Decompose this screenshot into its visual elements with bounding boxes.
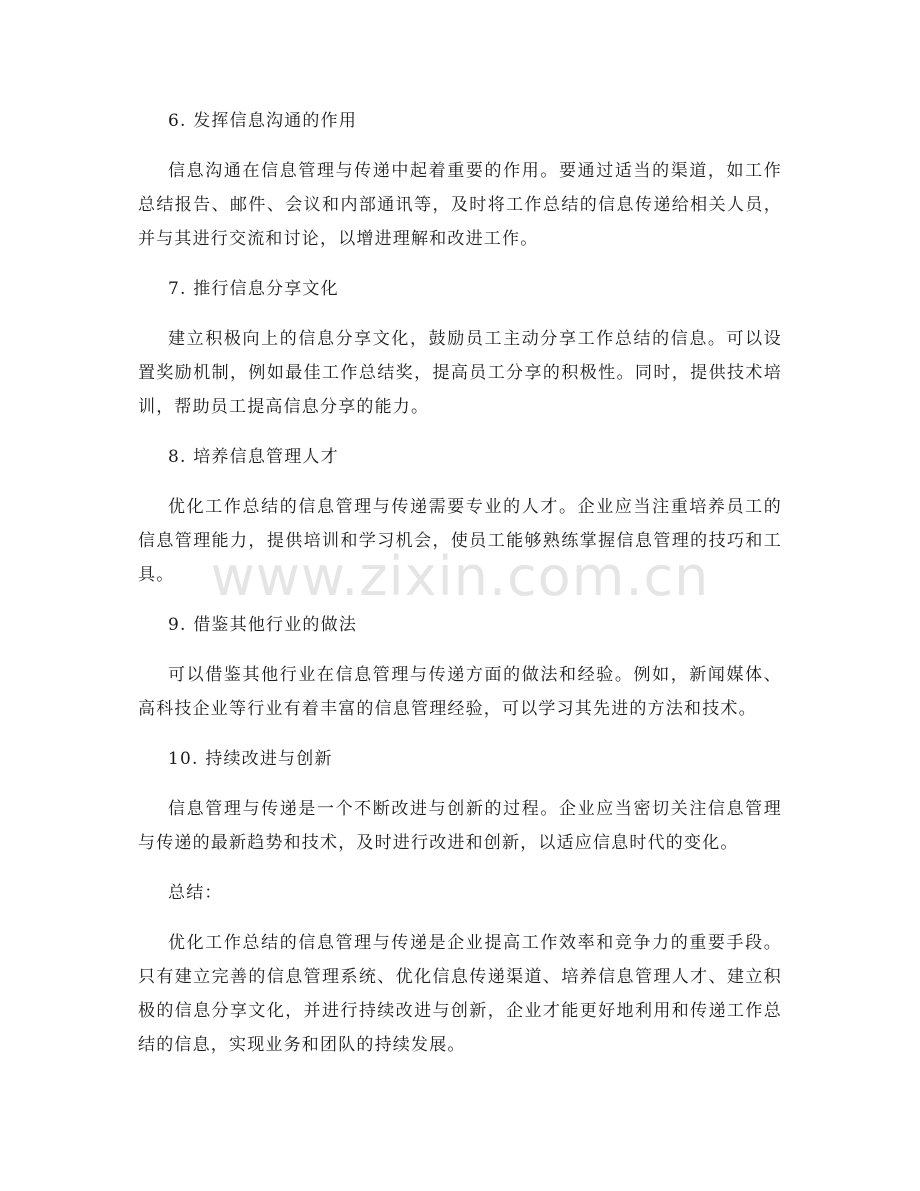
section-paragraph-6: 信息沟通在信息管理与传递中起着重要的作用。要通过适当的渠道，如工作总结报告、邮件、会议和内部通讯等，及时将工作总结的信息传递给相关人员，并与其进行交流和讨论，以增进理解和改进工作。 [138,161,782,249]
section-heading-6: 6. 发挥信息沟通的作用 [168,111,358,131]
section-heading-9: 9. 借鉴其他行业的做法 [168,615,358,635]
document-body [138,104,782,1078]
section-heading-7: 7. 推行信息分享文化 [168,279,339,299]
section-paragraph-8: 优化工作总结的信息管理与传递需要专业的人才。企业应当注重培养员工的信息管理能力，提供培训和学习机会，使员工能够熟练掌握信息管理的技巧和工具。 [138,497,782,585]
watermark: www.zixin.com.cn [210,545,710,608]
section-paragraph-7: 建立积极向上的信息分享文化，鼓励员工主动分享工作总结的信息。可以设置奖励机制，例如最佳工作总结奖，提高员工分享的积极性。同时，提供技术培训，帮助员工提高信息分享的能力。 [138,329,782,417]
section-heading-10: 10. 持续改进与创新 [168,749,333,769]
section-paragraph-9: 可以借鉴其他行业在信息管理与传递方面的做法和经验。例如，新闻媒体、高科技企业等行业有着丰富的信息管理经验，可以学习其先进的方法和技术。 [138,665,782,719]
section-heading-8: 8. 培养信息管理人才 [168,447,339,467]
section-paragraph-10: 信息管理与传递是一个不断改进与创新的过程。企业应当密切关注信息管理与传递的最新趋势和技术，及时进行改进和创新，以适应信息时代的变化。 [138,799,782,853]
summary-heading: 总结： [168,883,223,903]
summary-paragraph: 优化工作总结的信息管理与传递是企业提高工作效率和竞争力的重要手段。只有建立完善的信息管理系统、优化信息传递渠道、培养信息管理人才、建立积极的信息分享文化，并进行持续改进与创新，企业才能更好地利用和传递工作总结的信息，实现业务和团队的持续发展。 [138,933,782,1055]
